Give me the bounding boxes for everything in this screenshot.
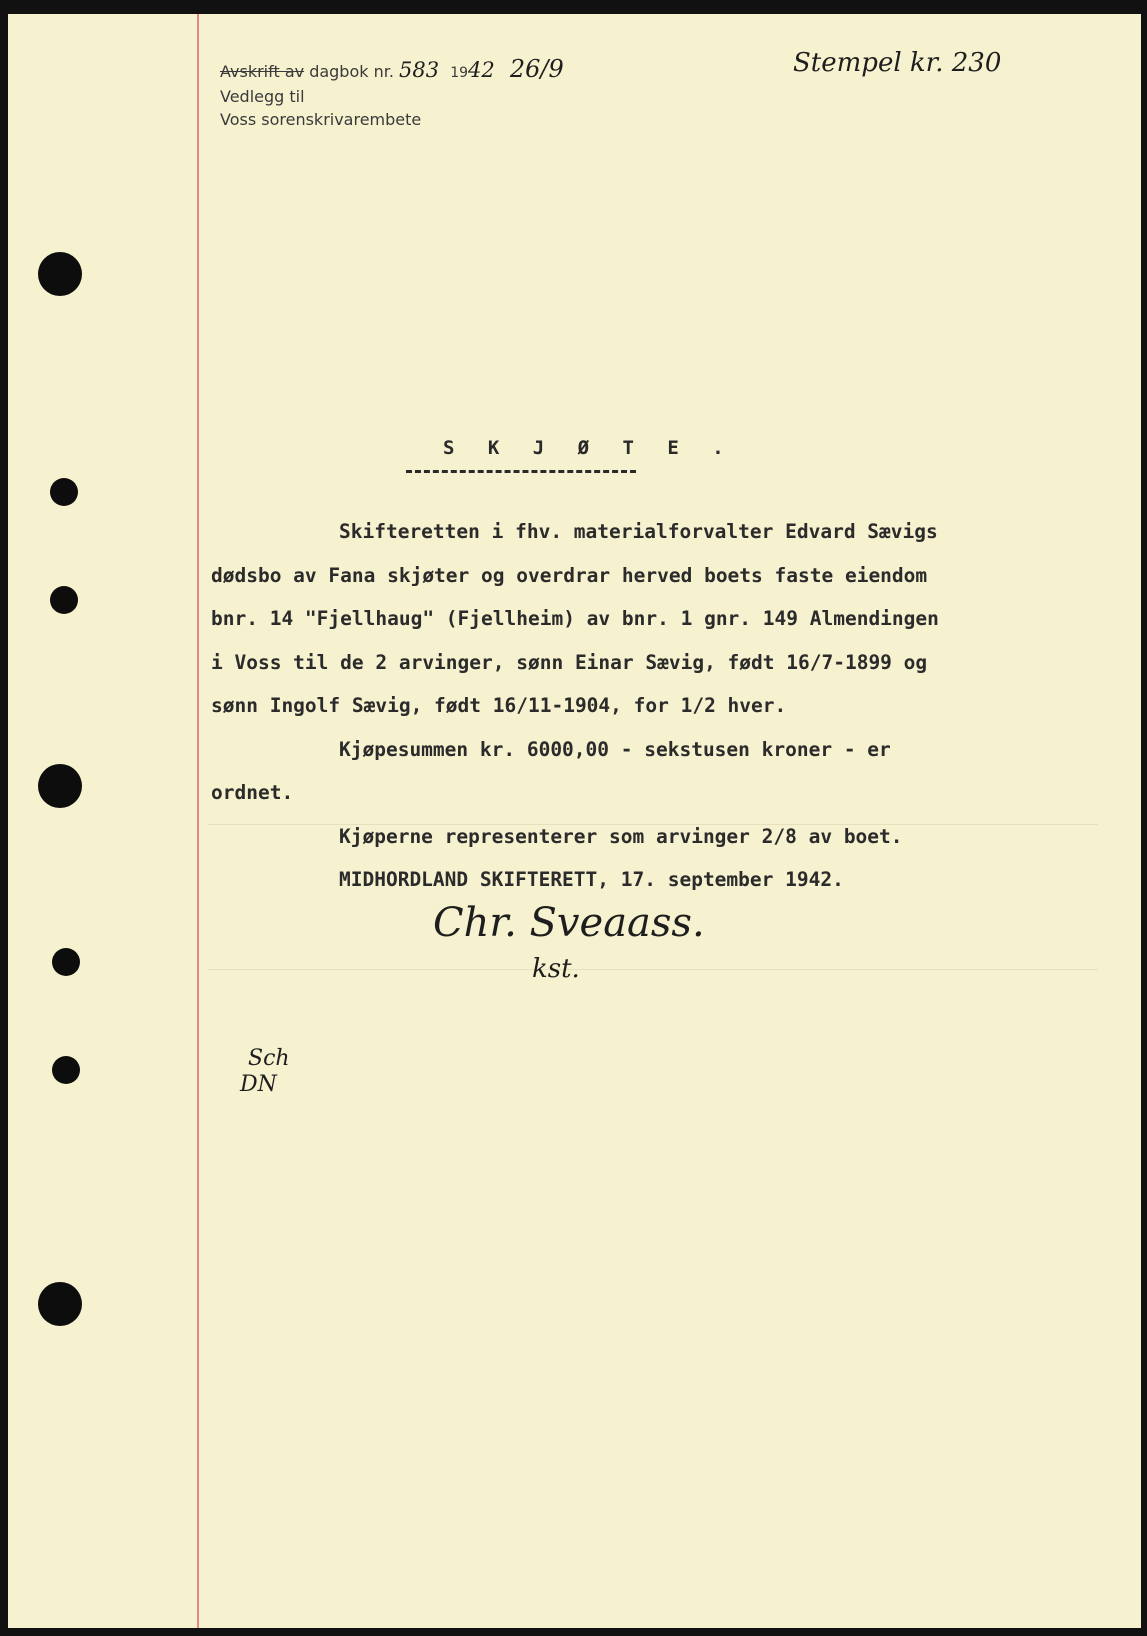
struck-label: Avskrift av bbox=[220, 62, 305, 81]
year-suffix: 42 bbox=[468, 58, 495, 82]
punch-hole bbox=[50, 478, 78, 506]
body-line: Kjøperne representerer som arvinger 2/8 av boet. bbox=[339, 824, 903, 848]
initials-bottom: DN bbox=[240, 1072, 277, 1097]
body-line: bnr. 14 "Fjellhaug" (Fjellheim) av bnr. 1 gnr. 149 Almendingen bbox=[211, 607, 939, 630]
punch-hole bbox=[52, 1056, 80, 1084]
document-title: S K J Ø T E . bbox=[443, 437, 735, 459]
stamp-note: Stempel kr. 230 bbox=[793, 48, 1002, 78]
signature-title: kst. bbox=[532, 954, 580, 984]
body-line: sønn Ingolf Sævig, født 16/11-1904, for 1/2 hver. bbox=[211, 694, 787, 717]
signature: Chr. Sveaass. bbox=[433, 900, 705, 946]
body-line: i Voss til de 2 arvinger, sønn Einar Sævig, født 16/7-1899 og bbox=[211, 650, 928, 674]
margin-rule bbox=[197, 14, 199, 1628]
title-underline bbox=[406, 470, 636, 473]
punch-hole bbox=[38, 764, 82, 808]
closing-line: MIDHORDLAND SKIFTERETT, 17. september 1942. bbox=[339, 868, 844, 891]
document-header bbox=[220, 55, 564, 131]
document-body bbox=[211, 510, 1051, 902]
initials-top: Sch bbox=[248, 1046, 290, 1071]
date-note: 26/9 bbox=[509, 55, 564, 83]
header-line-3: Voss sorenskrivarembete bbox=[220, 110, 422, 129]
document-page bbox=[8, 14, 1141, 1628]
body-line: Kjøpesummen kr. 6000,00 - sekstusen kroner - er bbox=[339, 737, 891, 761]
punch-hole bbox=[52, 948, 80, 976]
body-line: Skifteretten i fhv. materialforvalter Edvard Sævigs bbox=[339, 520, 938, 543]
header-line-1 bbox=[220, 55, 564, 85]
punch-hole bbox=[50, 586, 78, 614]
body-line: ordnet. bbox=[211, 781, 294, 804]
dagbok-label: dagbok nr. bbox=[309, 62, 394, 81]
punch-hole bbox=[38, 1282, 82, 1326]
punch-hole bbox=[38, 252, 82, 296]
header-line-2: Vedlegg til bbox=[220, 87, 305, 106]
dagbok-number: 583 bbox=[399, 58, 440, 82]
faint-rule bbox=[208, 969, 1098, 970]
year-prefix: 19 bbox=[450, 65, 469, 81]
body-line: dødsbo av Fana skjøter og overdrar herved boets faste eiendom bbox=[211, 563, 928, 587]
